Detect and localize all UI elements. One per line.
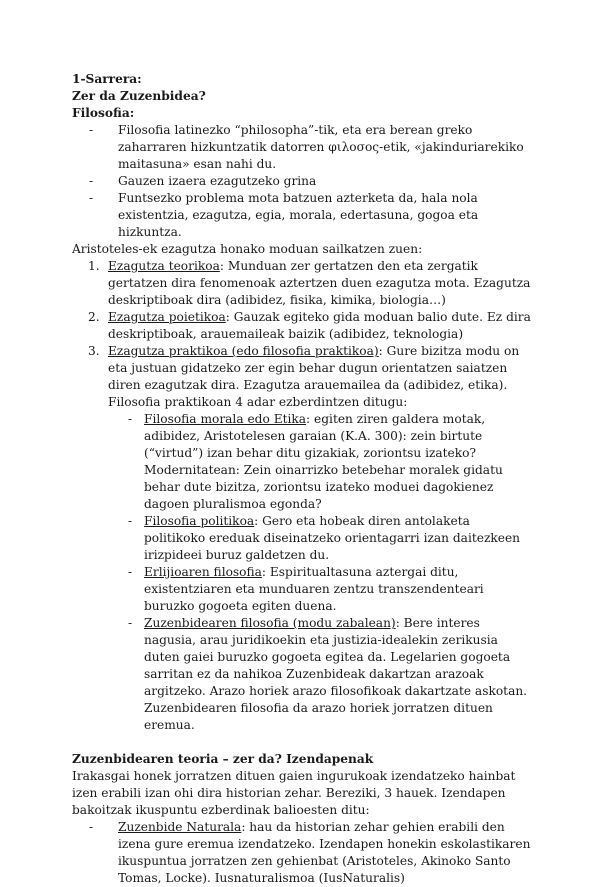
teoria-intro: Irakasgai honek jorratzen dituen gaien ingurukoak izendatzeko hainbat izen erabili izan ohi dira historian zehar. Bereziki, 3 hauek. Izendapen bakoitzak ikuspuntu ezberdinak balioesten ditu: (72, 769, 516, 817)
term: Ezagutza praktikoa (edo filosofia praktikoa) (108, 344, 379, 358)
list-item: - Filosofia latinezko “philosopha”-tik, eta era berean greko zaharraren hizkuntzatik datorren φιλοσος-etik, «jakinduriarekiko maitasuna» esan nahi du. (72, 122, 532, 173)
definition: : Bere interes nagusia, arau juridikoekin eta justizia-idealekin zerikusia duten gaiei buruzko gogoeta egitea da. Legelarien gogoeta sarritan ez da nahikoa Zuzenbideak dakartzan arazoak argitzeko. Arazo horiek arazo filosofikoak dakartzate askotan. Zuzenbidearen filosofia da arazo horiek jorratzen dituen eremua. (144, 616, 528, 732)
term: Zuzenbidearen filosofia (modu zabalean) (144, 616, 396, 630)
term: Ezagutza poietikoa (108, 310, 226, 324)
item-number: 3. (88, 344, 100, 358)
definition: : hau da historian zehar gehien erabili den izena gure eremua izendatzeko. Izendapen honekin eskolastikaren ikuspuntua jorratzen zen gehienbat (Aristoteles, Akinoko Santo Tomas, Locke). Iusnaturalismoa (IusNaturalis) (118, 820, 531, 885)
list-item: - Gauzen izaera ezagutzeko grina (72, 173, 532, 190)
definition: : Gure bizitza modu on eta justuan gidatzeko zer egin behar dugun orientatzen saiatzen diren ezagutzak dira. Ezagutza arauemailea da (adibidez, etika). Filosofia praktikoan 4 adar ezberdintzen ditugu: (108, 344, 520, 409)
list-item (72, 309, 532, 343)
page-question: Zer da Zuzenbidea? (72, 89, 206, 103)
ezagutza-list (72, 258, 532, 734)
filosofia-list (72, 122, 532, 241)
list-item (108, 615, 532, 734)
term: Erlijioaren filosofia (144, 565, 262, 579)
list-item (108, 411, 532, 513)
aristoteles-intro: Aristoteles-ek ezagutza honako moduan sailkatzen zuen: (72, 242, 423, 256)
item-number: 1. (88, 259, 100, 273)
definition: : Munduan zer gertatzen den eta zergatik gertatzen dira fenomenoak aztertzen duen ezagutza mota. Ezagutza deskriptiboak dira (adibidez, fisika, kimika, biologia…) (108, 259, 531, 307)
teoria-heading: Zuzenbidearen teoria – zer da? Izendapenak (72, 752, 374, 766)
term: Ezagutza teorikoa (108, 259, 220, 273)
definition: : Gauzak egiteko gida moduan balio dute. Ez dira deskriptiboak, arauemaileak baizik (adibidez, teknologia) (108, 310, 531, 341)
branch-list (108, 411, 532, 734)
list-item (72, 819, 532, 887)
definition: : Espiritualtasuna aztergai ditu, existentziaren eta munduaren zentzu transzendenteari buruzko gogoeta egiten duena. (144, 565, 484, 613)
term: Zuzenbide Naturala (118, 820, 242, 834)
list-item (72, 258, 532, 309)
list-item (108, 564, 532, 615)
list-item: - Funtsezko problema mota batzuen azterketa da, hala nola existentzia, ezagutza, egia, morala, edertasuna, gogoa eta hizkuntza. (72, 190, 532, 241)
teoria-list (72, 819, 532, 887)
section-title: 1-Sarrera: (72, 72, 142, 86)
document-page (72, 71, 532, 887)
definition: : egiten ziren galdera motak, adibidez, Aristotelesen garaian (K.A. 300): zein birtute (“virtud”) izan behar ditu gizakiak, zoriontsu izateko? Modernitatean: Zein oinarrizko betebehar moralek gidatu behar dute bizitza, zoriontsu izateko moduei dagokienez dagoen pluralismoa egonda? (144, 412, 503, 511)
subheading-filosofia: Filosofia: (72, 106, 135, 120)
term: Filosofia politikoa (144, 514, 255, 528)
item-number: 2. (88, 310, 100, 324)
term: Filosofia morala edo Etika (144, 412, 307, 426)
definition: : Gero eta hobeak diren antolaketa politikoko ereduak diseinatzeko orientagarri izan daitezkeen irizpideei buruz galdetzen du. (144, 514, 521, 562)
list-item (72, 343, 532, 734)
list-item (108, 513, 532, 564)
